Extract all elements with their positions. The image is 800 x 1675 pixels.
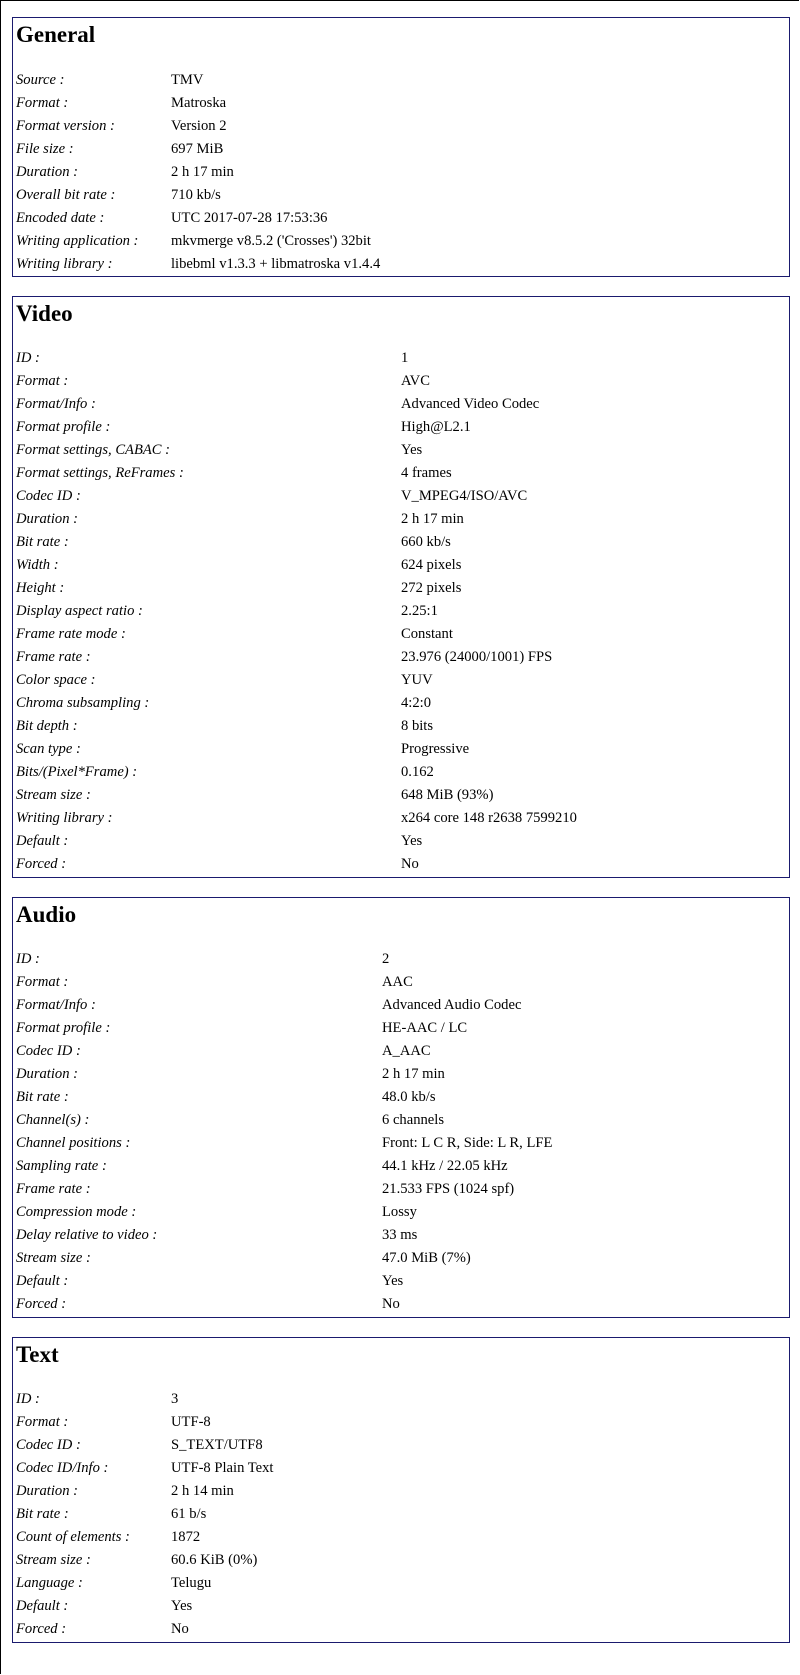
section-audio bbox=[12, 897, 790, 1318]
row-value: 4:2:0 bbox=[401, 695, 431, 711]
table-row bbox=[16, 532, 785, 555]
table-row bbox=[16, 1087, 785, 1110]
row-key: Frame rate : bbox=[16, 649, 91, 665]
table-row bbox=[16, 139, 785, 162]
row-key: Codec ID : bbox=[16, 488, 81, 504]
row-value: 2 h 14 min bbox=[171, 1483, 234, 1499]
row-value: Yes bbox=[401, 442, 423, 458]
row-value: 21.533 FPS (1024 spf) bbox=[382, 1181, 515, 1197]
table-row bbox=[16, 1619, 785, 1642]
table-row bbox=[16, 1573, 785, 1596]
row-value: 272 pixels bbox=[401, 580, 462, 596]
row-key: Forced : bbox=[16, 1621, 67, 1637]
table-row bbox=[16, 949, 785, 972]
row-key: ID : bbox=[16, 1391, 40, 1407]
table-row bbox=[16, 647, 785, 670]
table-row bbox=[16, 185, 785, 208]
table-row bbox=[16, 1294, 785, 1317]
table-row bbox=[16, 1271, 785, 1294]
row-value: 3 bbox=[171, 1391, 179, 1407]
table-row bbox=[16, 1504, 785, 1527]
row-value: AVC bbox=[401, 373, 430, 389]
row-value: 648 MiB (93%) bbox=[401, 787, 494, 803]
row-value: 2 bbox=[382, 951, 390, 967]
table-row bbox=[16, 371, 785, 394]
table-row bbox=[16, 1179, 785, 1202]
table-row bbox=[16, 1202, 785, 1225]
row-key: Writing library : bbox=[16, 810, 113, 826]
row-key: Format : bbox=[16, 974, 69, 990]
table-row bbox=[16, 1596, 785, 1619]
row-key: Default : bbox=[16, 1598, 69, 1614]
table-row bbox=[16, 1064, 785, 1087]
row-key: Duration : bbox=[16, 1483, 79, 1499]
table-row bbox=[16, 1018, 785, 1041]
row-value: Yes bbox=[382, 1273, 404, 1289]
table-row bbox=[16, 785, 785, 808]
row-value: UTF-8 Plain Text bbox=[171, 1460, 274, 1476]
section-general bbox=[12, 17, 790, 277]
section-title: Video bbox=[16, 301, 73, 326]
row-key: Forced : bbox=[16, 1296, 67, 1312]
row-key: Overall bit rate : bbox=[16, 187, 116, 203]
table-row bbox=[16, 693, 785, 716]
table-row bbox=[16, 70, 785, 93]
row-value: 660 kb/s bbox=[401, 534, 451, 550]
row-value: HE-AAC / LC bbox=[382, 1020, 468, 1036]
row-key: Bit rate : bbox=[16, 534, 69, 550]
table-row bbox=[16, 995, 785, 1018]
row-key: Bit depth : bbox=[16, 718, 78, 734]
section-video bbox=[12, 296, 790, 878]
row-value: 33 ms bbox=[382, 1227, 418, 1243]
table-row bbox=[16, 509, 785, 532]
row-key: Codec ID : bbox=[16, 1437, 81, 1453]
row-value: V_MPEG4/ISO/AVC bbox=[401, 488, 528, 504]
row-value: 47.0 MiB (7%) bbox=[382, 1250, 471, 1266]
row-key: ID : bbox=[16, 350, 40, 366]
row-value: YUV bbox=[401, 672, 433, 688]
row-key: Frame rate : bbox=[16, 1181, 91, 1197]
row-key: Stream size : bbox=[16, 1552, 91, 1568]
row-value: 44.1 kHz / 22.05 kHz bbox=[382, 1158, 508, 1174]
table-row bbox=[16, 1248, 785, 1271]
table-row bbox=[16, 762, 785, 785]
row-value: UTF-8 bbox=[171, 1414, 211, 1430]
row-value: 0.162 bbox=[401, 764, 434, 780]
row-value: 4 frames bbox=[401, 465, 452, 481]
row-key: Duration : bbox=[16, 511, 79, 527]
row-value: Advanced Video Codec bbox=[401, 396, 540, 412]
table-row bbox=[16, 440, 785, 463]
section-title: Audio bbox=[16, 902, 77, 927]
row-value: 48.0 kb/s bbox=[382, 1089, 436, 1105]
row-key: Format version : bbox=[16, 118, 115, 134]
table-row bbox=[16, 417, 785, 440]
row-key: Codec ID/Info : bbox=[16, 1460, 109, 1476]
row-key: Format : bbox=[16, 373, 69, 389]
table-row bbox=[16, 739, 785, 762]
row-key: Channel positions : bbox=[16, 1135, 131, 1151]
row-key: Width : bbox=[16, 557, 59, 573]
table-row bbox=[16, 394, 785, 417]
row-key: Codec ID : bbox=[16, 1043, 81, 1059]
row-key: Default : bbox=[16, 833, 69, 849]
table-row bbox=[16, 162, 785, 185]
row-key: Bit rate : bbox=[16, 1506, 69, 1522]
row-key: Delay relative to video : bbox=[16, 1227, 158, 1243]
row-key: Channel(s) : bbox=[16, 1112, 90, 1128]
table-row bbox=[16, 116, 785, 139]
row-value: Progressive bbox=[401, 741, 470, 757]
table-row bbox=[16, 1527, 785, 1550]
row-value: 6 channels bbox=[382, 1112, 445, 1128]
table-row bbox=[16, 854, 785, 877]
row-value: Version 2 bbox=[171, 118, 227, 134]
row-key: Color space : bbox=[16, 672, 96, 688]
table-row bbox=[16, 1550, 785, 1573]
table-row bbox=[16, 555, 785, 578]
table-row bbox=[16, 601, 785, 624]
row-value: No bbox=[382, 1296, 400, 1312]
table-row bbox=[16, 1041, 785, 1064]
row-value: No bbox=[401, 856, 419, 872]
row-key: Encoded date : bbox=[16, 210, 105, 226]
row-value: 8 bits bbox=[401, 718, 434, 734]
table-row bbox=[16, 231, 785, 254]
table-row bbox=[16, 578, 785, 601]
rows-audio bbox=[16, 949, 785, 1317]
table-row bbox=[16, 93, 785, 116]
row-value: x264 core 148 r2638 7599210 bbox=[401, 810, 577, 826]
row-value: 2 h 17 min bbox=[401, 511, 464, 527]
row-key: Format : bbox=[16, 1414, 69, 1430]
table-row bbox=[16, 716, 785, 739]
row-value: 2 h 17 min bbox=[171, 164, 234, 180]
row-value: Advanced Audio Codec bbox=[382, 997, 522, 1013]
table-row bbox=[16, 972, 785, 995]
table-row bbox=[16, 1156, 785, 1179]
row-value: 624 pixels bbox=[401, 557, 462, 573]
row-key: Writing library : bbox=[16, 256, 113, 272]
table-row bbox=[16, 1481, 785, 1504]
row-key: Format settings, CABAC : bbox=[16, 442, 171, 458]
row-key: Sampling rate : bbox=[16, 1158, 107, 1174]
table-row bbox=[16, 348, 785, 371]
row-value: 697 MiB bbox=[171, 141, 224, 157]
table-row bbox=[16, 624, 785, 647]
rows-text bbox=[16, 1389, 785, 1642]
row-key: Format/Info : bbox=[16, 997, 96, 1013]
row-key: Height : bbox=[16, 580, 65, 596]
section-text bbox=[12, 1337, 790, 1643]
table-row bbox=[16, 254, 785, 277]
row-key: Count of elements : bbox=[16, 1529, 130, 1545]
table-row bbox=[16, 1435, 785, 1458]
section-title: General bbox=[16, 22, 96, 47]
row-value: UTC 2017-07-28 17:53:36 bbox=[171, 210, 328, 226]
row-value: AAC bbox=[382, 974, 413, 990]
table-row bbox=[16, 808, 785, 831]
table-row bbox=[16, 486, 785, 509]
row-key: Format : bbox=[16, 95, 69, 111]
row-value: mkvmerge v8.5.2 ('Crosses') 32bit bbox=[171, 233, 371, 249]
table-row bbox=[16, 463, 785, 486]
row-key: Stream size : bbox=[16, 1250, 91, 1266]
row-value: 710 kb/s bbox=[171, 187, 221, 203]
row-key: Compression mode : bbox=[16, 1204, 137, 1220]
rows-video bbox=[16, 348, 785, 877]
row-value: Telugu bbox=[171, 1575, 212, 1591]
row-value: 1872 bbox=[171, 1529, 201, 1545]
table-row bbox=[16, 1133, 785, 1156]
row-value: Lossy bbox=[382, 1204, 417, 1220]
table-row bbox=[16, 208, 785, 231]
row-key: Scan type : bbox=[16, 741, 81, 757]
row-value: 2 h 17 min bbox=[382, 1066, 445, 1082]
row-key: Stream size : bbox=[16, 787, 91, 803]
row-value: 61 b/s bbox=[171, 1506, 207, 1522]
row-value: High@L2.1 bbox=[401, 419, 471, 435]
table-row bbox=[16, 1110, 785, 1133]
row-key: Format/Info : bbox=[16, 396, 96, 412]
table-row bbox=[16, 1458, 785, 1481]
row-value: 60.6 KiB (0%) bbox=[171, 1552, 258, 1568]
row-key: Default : bbox=[16, 1273, 69, 1289]
row-key: Forced : bbox=[16, 856, 67, 872]
row-value: Matroska bbox=[171, 95, 227, 111]
row-value: 23.976 (24000/1001) FPS bbox=[401, 649, 553, 665]
row-value: S_TEXT/UTF8 bbox=[171, 1437, 263, 1453]
table-row bbox=[16, 1225, 785, 1248]
table-row bbox=[16, 670, 785, 693]
row-value: 1 bbox=[401, 350, 409, 366]
row-value: Yes bbox=[171, 1598, 193, 1614]
row-key: Chroma subsampling : bbox=[16, 695, 150, 711]
rows-general bbox=[16, 70, 785, 277]
row-key: Duration : bbox=[16, 164, 79, 180]
row-key: Bit rate : bbox=[16, 1089, 69, 1105]
table-row bbox=[16, 1389, 785, 1412]
row-key: Display aspect ratio : bbox=[16, 603, 143, 619]
row-value: Constant bbox=[401, 626, 453, 642]
row-value: Yes bbox=[401, 833, 423, 849]
row-value: 2.25:1 bbox=[401, 603, 438, 619]
row-value: Front: L C R, Side: L R, LFE bbox=[382, 1135, 553, 1151]
row-key: Duration : bbox=[16, 1066, 79, 1082]
row-value: TMV bbox=[171, 72, 204, 88]
section-title: Text bbox=[16, 1342, 59, 1367]
row-key: Format profile : bbox=[16, 419, 111, 435]
row-value: libebml v1.3.3 + libmatroska v1.4.4 bbox=[171, 256, 381, 272]
row-key: File size : bbox=[16, 141, 74, 157]
row-key: Format settings, ReFrames : bbox=[16, 465, 184, 481]
row-key: ID : bbox=[16, 951, 40, 967]
table-row bbox=[16, 1412, 785, 1435]
row-value: A_AAC bbox=[382, 1043, 431, 1059]
row-key: Bits/(Pixel*Frame) : bbox=[16, 764, 138, 780]
row-key: Format profile : bbox=[16, 1020, 111, 1036]
table-row bbox=[16, 831, 785, 854]
row-key: Language : bbox=[16, 1575, 83, 1591]
row-key: Frame rate mode : bbox=[16, 626, 126, 642]
row-key: Source : bbox=[16, 72, 65, 88]
row-key: Writing application : bbox=[16, 233, 139, 249]
row-value: No bbox=[171, 1621, 189, 1637]
